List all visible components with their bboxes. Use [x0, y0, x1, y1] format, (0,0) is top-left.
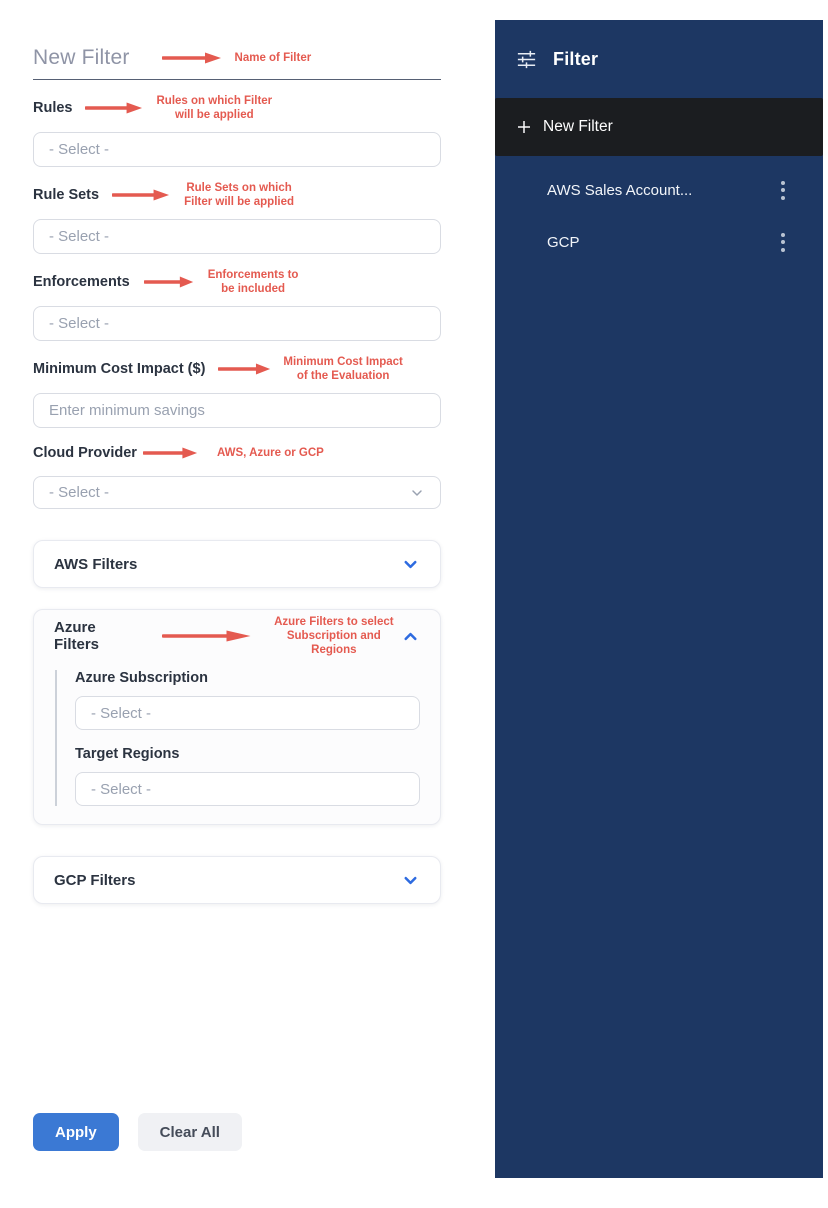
aws-filters-title: AWS Filters [54, 555, 138, 573]
annotation-arrow [112, 189, 170, 201]
filter-name-input[interactable]: New Filter [33, 46, 130, 69]
azure-subscription-label: Azure Subscription [75, 670, 208, 687]
sidebar-item-gcp[interactable] [495, 216, 823, 268]
enforcements-label-row [33, 268, 441, 296]
filter-sidebar [495, 20, 823, 1178]
rule-sets-select-placeholder: - Select - [49, 228, 110, 246]
annotation-rules: Rules on which Filter will be applied [156, 95, 273, 122]
rule-sets-label-row [33, 181, 441, 209]
sidebar-item-label: AWS Sales Account... [547, 181, 693, 199]
annotation-arrow [143, 447, 198, 459]
azure-filters-header[interactable] [34, 610, 440, 662]
sidebar-filter-list [495, 156, 823, 268]
chevron-down-icon [401, 871, 420, 890]
new-filter-button[interactable] [495, 98, 823, 156]
cloud-provider-select[interactable] [33, 476, 441, 509]
chevron-up-icon [401, 627, 420, 646]
annotation-arrow [85, 102, 143, 114]
annotation-azure-filters: Azure Filters to select Subscription and Regions [274, 616, 394, 657]
azure-subscription-select[interactable] [75, 696, 420, 730]
enforcements-select-placeholder: - Select - [49, 315, 110, 333]
enforcements-label: Enforcements [33, 274, 130, 291]
min-cost-label: Minimum Cost Impact ($) [33, 361, 206, 378]
gcp-filters-card [33, 856, 441, 904]
rule-sets-label: Rule Sets [33, 187, 100, 204]
enforcements-select[interactable] [33, 306, 441, 341]
aws-filters-card [33, 540, 441, 588]
cloud-provider-label: Cloud Provider [33, 445, 137, 462]
rule-sets-select[interactable] [33, 219, 441, 254]
plus-icon [516, 119, 532, 135]
rules-select-placeholder: - Select - [49, 141, 110, 159]
filter-name-row [33, 46, 441, 70]
annotation-rule-sets: Rule Sets on which Filter will be applied [184, 182, 295, 209]
min-cost-label-row [33, 355, 441, 383]
azure-filters-card [33, 609, 441, 825]
target-regions-select[interactable] [75, 772, 420, 806]
kebab-menu-icon[interactable] [777, 177, 789, 204]
cloud-provider-select-placeholder: - Select - [49, 484, 110, 502]
azure-filters-body [55, 670, 420, 806]
azure-filters-title: Azure Filters [54, 619, 100, 654]
target-regions-label: Target Regions [75, 746, 180, 763]
chevron-down-icon [401, 555, 420, 574]
rules-label: Rules [33, 100, 73, 117]
sidebar-title: Filter [553, 48, 599, 69]
annotation-arrow [218, 363, 271, 375]
gcp-filters-title: GCP Filters [54, 871, 136, 889]
annotation-arrow [162, 630, 252, 642]
form-actions [33, 1113, 242, 1151]
clear-all-button[interactable]: Clear All [138, 1113, 242, 1151]
rules-label-row [33, 94, 441, 122]
annotation-enforcements: Enforcements to be included [207, 269, 299, 296]
cloud-provider-label-row [33, 445, 441, 461]
azure-subscription-placeholder: - Select - [91, 704, 152, 722]
sliders-icon [515, 48, 538, 71]
gcp-filters-header[interactable] [34, 857, 440, 903]
annotation-min-cost: Minimum Cost Impact of the Evaluation [283, 356, 403, 383]
sidebar-item-label: GCP [547, 233, 580, 251]
annotation-arrow [144, 276, 194, 288]
title-underline [33, 79, 441, 80]
min-cost-input[interactable] [33, 393, 441, 428]
sidebar-header [495, 20, 823, 98]
new-filter-button-label: New Filter [543, 118, 613, 135]
target-regions-placeholder: - Select - [91, 780, 152, 798]
sidebar-item-aws-sales-account[interactable] [495, 164, 823, 216]
apply-button[interactable]: Apply [33, 1113, 119, 1151]
kebab-menu-icon[interactable] [777, 229, 789, 256]
annotation-cloud-provider: AWS, Azure or GCP [216, 447, 324, 460]
filter-form-panel [33, 46, 441, 904]
aws-filters-header[interactable] [34, 541, 440, 587]
annotation-arrow [162, 52, 222, 64]
chevron-down-icon [409, 485, 425, 501]
annotation-name-of-filter: Name of Filter [234, 51, 312, 64]
rules-select[interactable] [33, 132, 441, 167]
